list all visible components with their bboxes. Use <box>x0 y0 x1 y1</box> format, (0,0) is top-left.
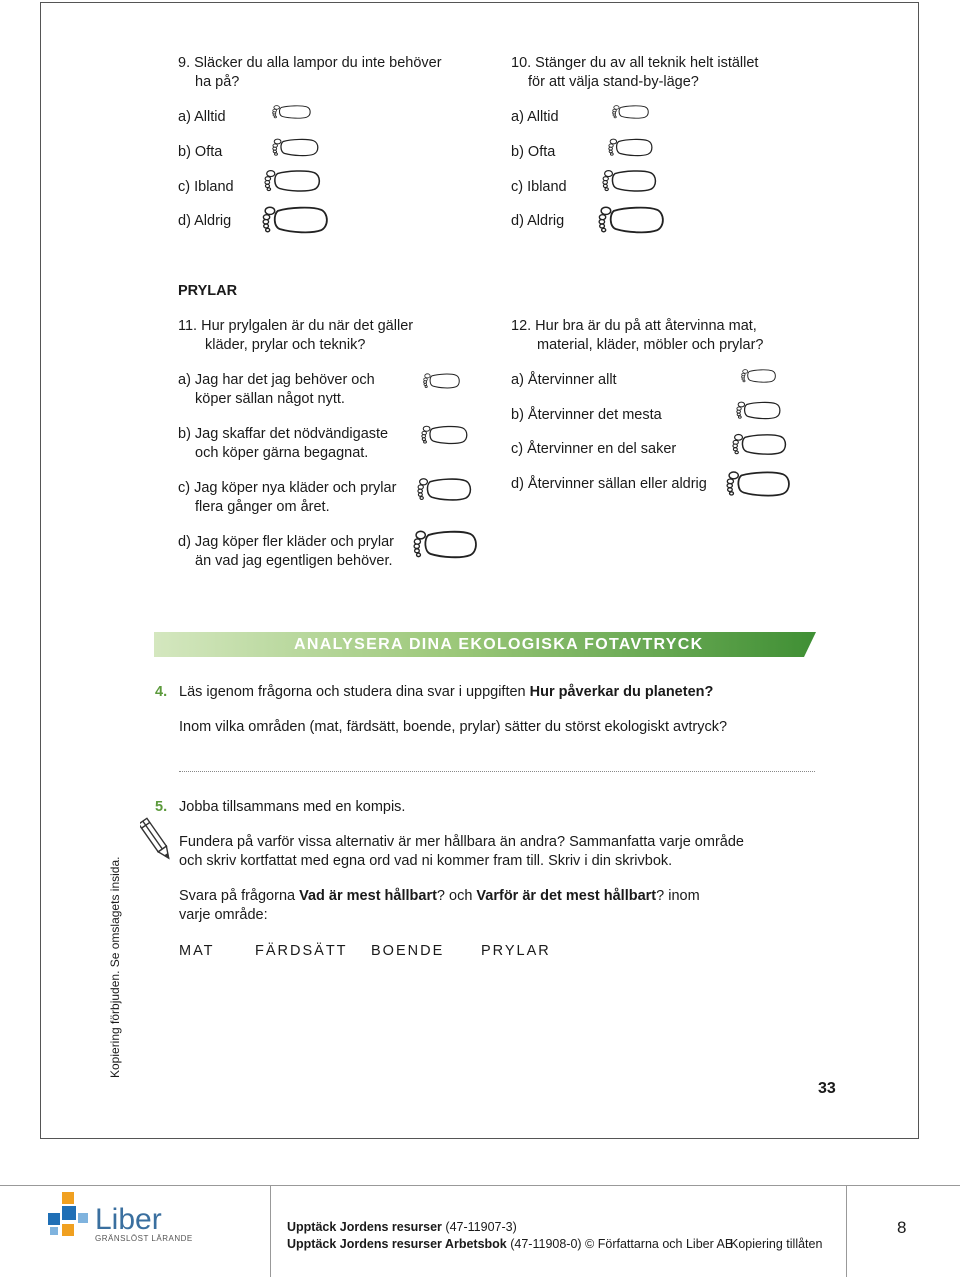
q9-text: 9. Släcker du alla lampor du inte behöver <box>178 55 442 71</box>
area-fardsatt: FÄRDSÄTT <box>255 943 348 959</box>
footprint-icon <box>262 204 330 236</box>
task5-para-2: och skriv kortfattat med egna ord vad ni kommer fram till. Skriv i din skrivbok. <box>179 853 673 869</box>
copy-notice: Kopiering förbjuden. Se omslagets insida. <box>108 856 122 1078</box>
section-title: PRYLAR <box>178 283 238 299</box>
area-prylar: PRYLAR <box>481 943 551 959</box>
answer-line <box>179 771 815 772</box>
q10-option-c: c) Ibland <box>511 179 567 195</box>
footer-copy-allowed: Kopiering tillåten <box>730 1237 823 1251</box>
q12-option-b: b) Återvinner det mesta <box>511 407 662 423</box>
q11-option-b-2: och köper gärna begagnat. <box>195 445 369 461</box>
q11-option-c: c) Jag köper nya kläder och prylar <box>178 480 397 496</box>
footprint-icon <box>602 168 658 194</box>
q12-text-2: material, kläder, möbler och prylar? <box>537 337 764 353</box>
task4-text: Läs igenom frågorna och studera dina svar i uppgiften Hur påverkar du planeten? <box>179 684 714 700</box>
footprint-icon <box>736 400 782 421</box>
footprint-icon <box>272 104 312 120</box>
q11-option-a: a) Jag har det jag behöver och <box>178 372 375 388</box>
footprint-icon <box>413 528 479 561</box>
liber-tagline: GRÄNSLÖST LÄRANDE <box>95 1234 193 1243</box>
task5-para-1: Fundera på varför vissa alternativ är mer hållbara än andra? Sammanfatta varje område <box>179 834 744 850</box>
worksheet-page <box>40 2 919 1139</box>
task4-text-2: Inom vilka områden (mat, färdsätt, boende, prylar) sätter du störst ekologiskt avtryck? <box>179 719 728 735</box>
q9-option-a: a) Alltid <box>178 109 226 125</box>
task4-number: 4. <box>155 684 168 700</box>
q11-option-a-2: köper sällan något nytt. <box>195 391 345 407</box>
q10-text-2: för att välja stand-by-läge? <box>528 74 699 90</box>
footprint-icon <box>423 372 461 390</box>
footer-page-number: 8 <box>897 1218 907 1237</box>
q11-option-c-2: flera gånger om året. <box>195 499 330 515</box>
q11-option-b: b) Jag skaffar det nödvändigaste <box>178 426 389 442</box>
q11-text: 11. Hur prylgalen är du när det gäller <box>178 318 414 334</box>
page-number: 33 <box>818 1080 836 1097</box>
q10-option-d: d) Aldrig <box>511 213 565 229</box>
q10-text: 10. Stänger du av all teknik helt istället <box>511 55 759 71</box>
q11-text-2: kläder, prylar och teknik? <box>205 337 366 353</box>
banner-title: ANALYSERA DINA EKOLOGISKA FOTAVTRYCK <box>294 636 704 653</box>
footprint-icon <box>608 137 654 158</box>
liber-brand: Liber <box>95 1203 162 1236</box>
q11-option-d: d) Jag köper fler kläder och prylar <box>178 534 394 550</box>
liber-logo-icon <box>44 1190 92 1242</box>
footprint-icon <box>421 424 469 446</box>
q9-text-2: ha på? <box>195 74 240 90</box>
footprint-icon <box>417 476 473 503</box>
footer-book-1: Upptäck Jordens resurser (47-11907-3) <box>287 1220 517 1234</box>
footer-divider <box>846 1185 847 1277</box>
footprint-icon <box>726 469 792 499</box>
task5-number: 5. <box>155 799 168 815</box>
footer-book-2: Upptäck Jordens resurser Arbetsbok (47-11908-0) © Författarna och Liber AB <box>287 1237 734 1251</box>
q10-option-b: b) Ofta <box>511 144 556 160</box>
footprint-icon <box>612 104 650 120</box>
footer-divider <box>270 1185 271 1277</box>
task5-para-3: Svara på frågorna Vad är mest hållbart? och Varför är det mest hållbart? inom <box>179 888 700 904</box>
footprint-icon <box>598 204 666 236</box>
q12-text: 12. Hur bra är du på att återvinna mat, <box>511 318 757 334</box>
q10-option-a: a) Alltid <box>511 109 559 125</box>
q9-option-b: b) Ofta <box>178 144 223 160</box>
q9-option-c: c) Ibland <box>178 179 234 195</box>
pencil-icon <box>140 815 172 865</box>
task5-text: Jobba tillsammans med en kompis. <box>179 799 406 815</box>
area-mat: MAT <box>179 943 215 959</box>
q9-option-d: d) Aldrig <box>178 213 232 229</box>
q12-option-c: c) Återvinner en del saker <box>511 441 677 457</box>
q12-option-a: a) Återvinner allt <box>511 372 617 388</box>
footprint-icon <box>741 368 777 384</box>
q11-option-d-2: än vad jag egentligen behöver. <box>195 553 393 569</box>
area-boende: BOENDE <box>371 943 445 959</box>
task5-para-4: varje område: <box>179 907 268 923</box>
footprint-icon <box>732 432 788 457</box>
footprint-icon <box>264 168 322 194</box>
footprint-icon <box>272 137 320 158</box>
q12-option-d: d) Återvinner sällan eller aldrig <box>511 476 707 492</box>
